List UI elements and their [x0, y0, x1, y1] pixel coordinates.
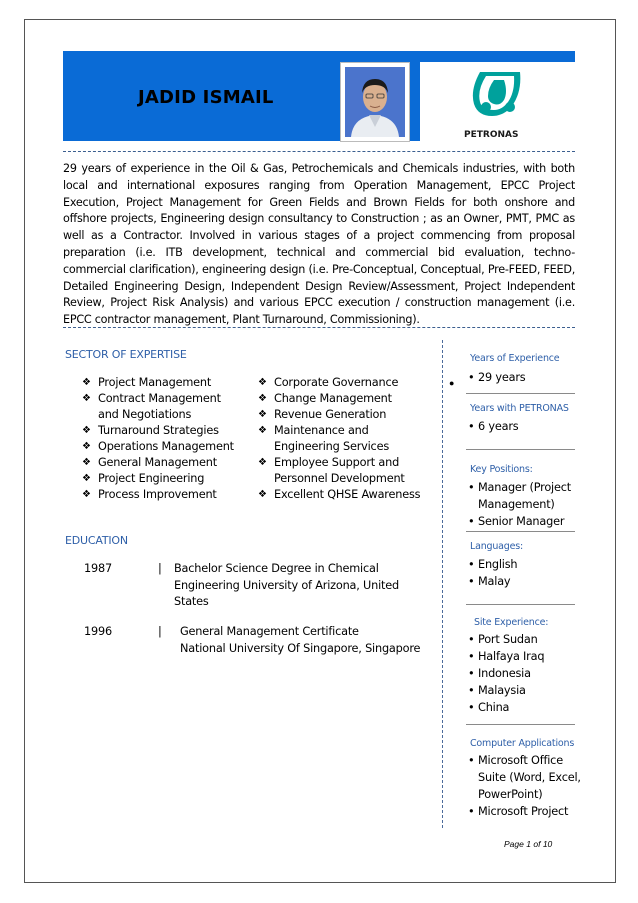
list-item: ❖ Project Engineering: [82, 472, 205, 485]
list-item: and Negotiations: [98, 408, 192, 421]
list-item: • Malaysia: [468, 682, 544, 699]
site-experience-list: [468, 631, 544, 716]
years-experience-list: [468, 369, 525, 386]
list-item: Personnel Development: [274, 472, 405, 485]
education-year: 1996: [84, 625, 112, 638]
list-item: • Senior Manager: [468, 513, 571, 530]
education-title: EDUCATION: [65, 534, 128, 547]
diamond-bullet-icon: ❖: [258, 377, 267, 388]
diamond-bullet-icon: ❖: [258, 489, 267, 500]
list-item: ❖ Change Management: [258, 392, 392, 405]
list-item: ❖ Corporate Governance: [258, 376, 399, 389]
expertise-list-left: [82, 375, 252, 503]
diamond-bullet-icon: ❖: [82, 393, 91, 404]
years-petronas-title: Years with PETRONAS: [470, 403, 569, 414]
list-item: • Halfaya Iraq: [468, 648, 544, 665]
sidebar-divider: [466, 393, 575, 394]
list-item: ❖ Contract Management: [82, 392, 221, 405]
sidebar-divider: [466, 531, 575, 532]
computer-applications-list: [468, 752, 581, 820]
divider-summary: [63, 327, 575, 328]
diamond-bullet-icon: ❖: [258, 393, 267, 404]
key-positions-list: [468, 479, 571, 530]
site-experience-title: Site Experience:: [474, 617, 549, 628]
candidate-name: JADID ISMAIL: [138, 87, 274, 108]
list-item: • Microsoft Office Suite (Word, Excel, PowerPoint): [468, 752, 581, 803]
sidebar-divider: [466, 604, 575, 605]
list-item: ❖ Maintenance and: [258, 424, 369, 437]
list-item: • Port Sudan: [468, 631, 544, 648]
education-separator: |: [158, 625, 162, 638]
computer-applications-title: Computer Applications: [470, 738, 575, 749]
sidebar-divider: [466, 449, 575, 450]
languages-list: [468, 556, 517, 590]
education-detail: Bachelor Science Degree in Chemical Engineering University of Arizona, United States: [174, 562, 399, 608]
list-item: ❖ Project Management: [82, 376, 212, 389]
expertise-list-right: [258, 375, 438, 503]
list-item: • 6 years: [468, 418, 518, 435]
expertise-title: SECTOR OF EXPERTISE: [65, 348, 187, 361]
profile-summary: 29 years of experience in the Oil & Gas, Petrochemicals and Chemicals industries, with both local and international exposures ranging from Operation Management, EPCC Project Execution, Project Management for Green Fields and Brown Fields for both onshore and offshore projects, Engineering design consultancy to Construction ; as an Owner, PMT, PMC as well as a Contractor. Involved in various stages of a project commencing from proposal preparation (i.e. ITB development, technical and commercial bid evaluation, techno-commercial clarification), engineering design (i.e. Pre-Conceptual, Conceptual, Pre-FEED, FEED, Detailed Engineering Design, Independent Design Review/Assessment, Project Independent Review, Project Risk Analysis) and various EPCC execution / construction management (i.e. EPCC contractor management, Plant Turnaround, Commissioning).: [63, 162, 575, 327]
list-item: • Indonesia: [468, 665, 544, 682]
diamond-bullet-icon: ❖: [82, 489, 91, 500]
list-item: ❖ Revenue Generation: [258, 408, 387, 421]
divider-top: [63, 151, 575, 152]
person-portrait-icon: [345, 67, 405, 137]
list-item: • English: [468, 556, 517, 573]
education-year: 1987: [84, 562, 112, 575]
sidebar-divider: [466, 724, 575, 725]
list-item: Engineering Services: [274, 440, 390, 453]
years-petronas-list: [468, 418, 518, 435]
diamond-bullet-icon: ❖: [258, 425, 267, 436]
petronas-logo: [420, 62, 575, 142]
column-divider: [442, 340, 443, 828]
languages-title: Languages:: [470, 541, 524, 552]
bullet-icon: ●: [449, 378, 455, 388]
diamond-bullet-icon: ❖: [82, 425, 91, 436]
diamond-bullet-icon: ❖: [258, 457, 267, 468]
list-item: ❖ Turnaround Strategies: [82, 424, 219, 437]
list-item: • 29 years: [468, 369, 525, 386]
page-number: Page 1 of 10: [504, 839, 553, 849]
key-positions-title: Key Positions:: [470, 464, 533, 475]
list-item: ❖ Process Improvement: [82, 488, 217, 501]
diamond-bullet-icon: ❖: [82, 441, 91, 452]
list-item: ❖ General Management: [82, 456, 217, 469]
list-item: ❖ Excellent QHSE Awareness: [258, 488, 421, 501]
petronas-logo-text: PETRONAS: [464, 130, 519, 140]
diamond-bullet-icon: ❖: [82, 457, 91, 468]
education-detail: General Management Certificate National University Of Singapore, Singapore: [180, 625, 421, 655]
list-item: • Microsoft Project: [468, 803, 581, 820]
list-item: • Malay: [468, 573, 517, 590]
profile-photo: [340, 62, 410, 142]
list-item: ❖ Employee Support and: [258, 456, 400, 469]
diamond-bullet-icon: ❖: [82, 473, 91, 484]
diamond-bullet-icon: ❖: [82, 377, 91, 388]
list-item: • Manager (Project Management): [468, 479, 571, 513]
list-item: ❖ Operations Management: [82, 440, 234, 453]
list-item: • China: [468, 699, 544, 716]
years-experience-title: Years of Experience: [470, 353, 560, 364]
diamond-bullet-icon: ❖: [258, 409, 267, 420]
education-separator: |: [158, 562, 162, 575]
